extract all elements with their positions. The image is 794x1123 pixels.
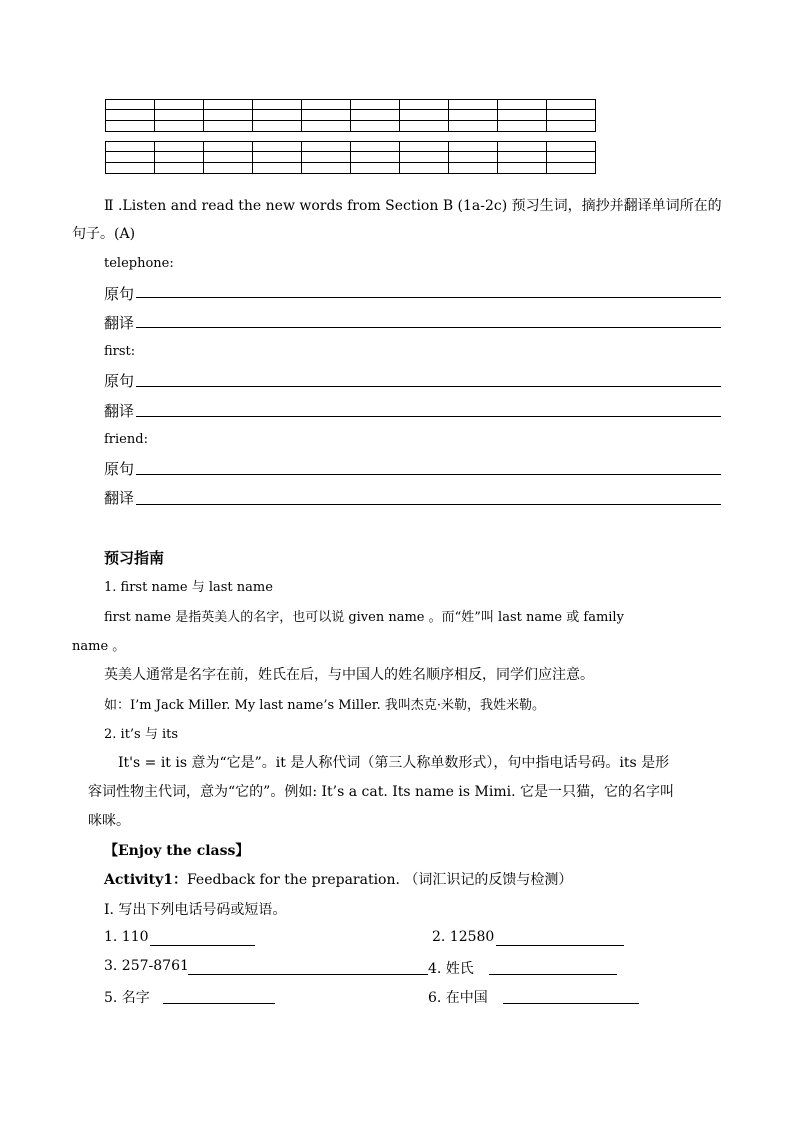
item-2-label: 2. 12580 [432,929,495,945]
copybook-grid-row-1 [105,99,596,132]
section2-heading-line2: 句子。(A) [72,226,136,242]
item-6-label: 6. 在中国 [428,990,488,1006]
item-6-blank[interactable] [503,1003,639,1004]
sentence-label: 原句 [104,460,135,478]
translation-input-line[interactable] [136,327,721,328]
guide-point1-line3: 英美人通常是名字在前，姓氏在后，与中国人的姓名顺序相反，同学们应注意。 [104,667,594,683]
guide-point2-line1: It's = it is 意为“它是”。it 是人称代词（第三人称单数形式），句中指电话号码。its 是形 [118,755,670,771]
sentence-input-line[interactable] [136,474,721,475]
item-5-blank[interactable] [163,1003,275,1004]
item-2-blank[interactable] [496,945,624,946]
section2-heading-line1: Ⅱ .Listen and read the new words from Section B (1a-2c) 预习生词，摘抄并翻译单词所在的 [104,198,722,214]
item-4-label: 4. 姓氏 [428,961,474,977]
translation-label: 翻译 [104,489,135,507]
activity-line [104,869,572,889]
translation-label: 翻译 [104,402,135,420]
guide-point1-example: 如：I’m Jack Miller. My last name’s Miller. 我叫杰克·米勒，我姓米勒。 [104,698,545,713]
item-3-label: 3. 257-8761 [104,958,189,974]
sentence-input-line[interactable] [136,297,721,298]
sentence-label: 原句 [104,372,135,390]
translation-label: 翻译 [104,314,135,332]
word-telephone: telephone: [104,256,174,271]
sentence-input-line[interactable] [136,386,721,387]
sentence-label: 原句 [104,285,135,303]
guide-point1-line2: name 。 [72,639,126,654]
task-instruction: I. 写出下列电话号码或短语。 [104,902,287,918]
guide-point1-title: 1. first name 与 last name [104,580,273,595]
item-5-label: 5. 名字 [104,990,150,1006]
item-1-label: 1. 110 [104,929,149,945]
activity-text: Feedback for the preparation. （词汇识记的反馈与检测） [186,872,573,888]
activity-label: Activity1： [104,872,187,888]
copybook-grid-row-2 [105,141,596,174]
enjoy-title: 【Enjoy the class】 [104,843,250,859]
item-3-blank[interactable] [188,974,428,975]
translation-input-line[interactable] [136,416,721,417]
guide-point2-line3: 咪咪。 [88,813,130,829]
word-first: first: [104,344,136,359]
guide-title: 预习指南 [104,549,165,567]
item-4-blank[interactable] [489,974,617,975]
guide-point2-line2: 容词性物主代词，意为“它的”。例如: It’s a cat. Its name is Mimi. 它是一只猫，它的名字叫 [88,784,674,800]
guide-point1-line1: first name 是指英美人的名字，也可以说 given name 。而“姓”叫 last name 或 family [104,610,624,625]
item-1-blank[interactable] [150,945,255,946]
word-friend: friend: [104,432,148,447]
guide-point2-title: 2. it’s 与 its [104,727,179,742]
translation-input-line[interactable] [136,504,721,505]
